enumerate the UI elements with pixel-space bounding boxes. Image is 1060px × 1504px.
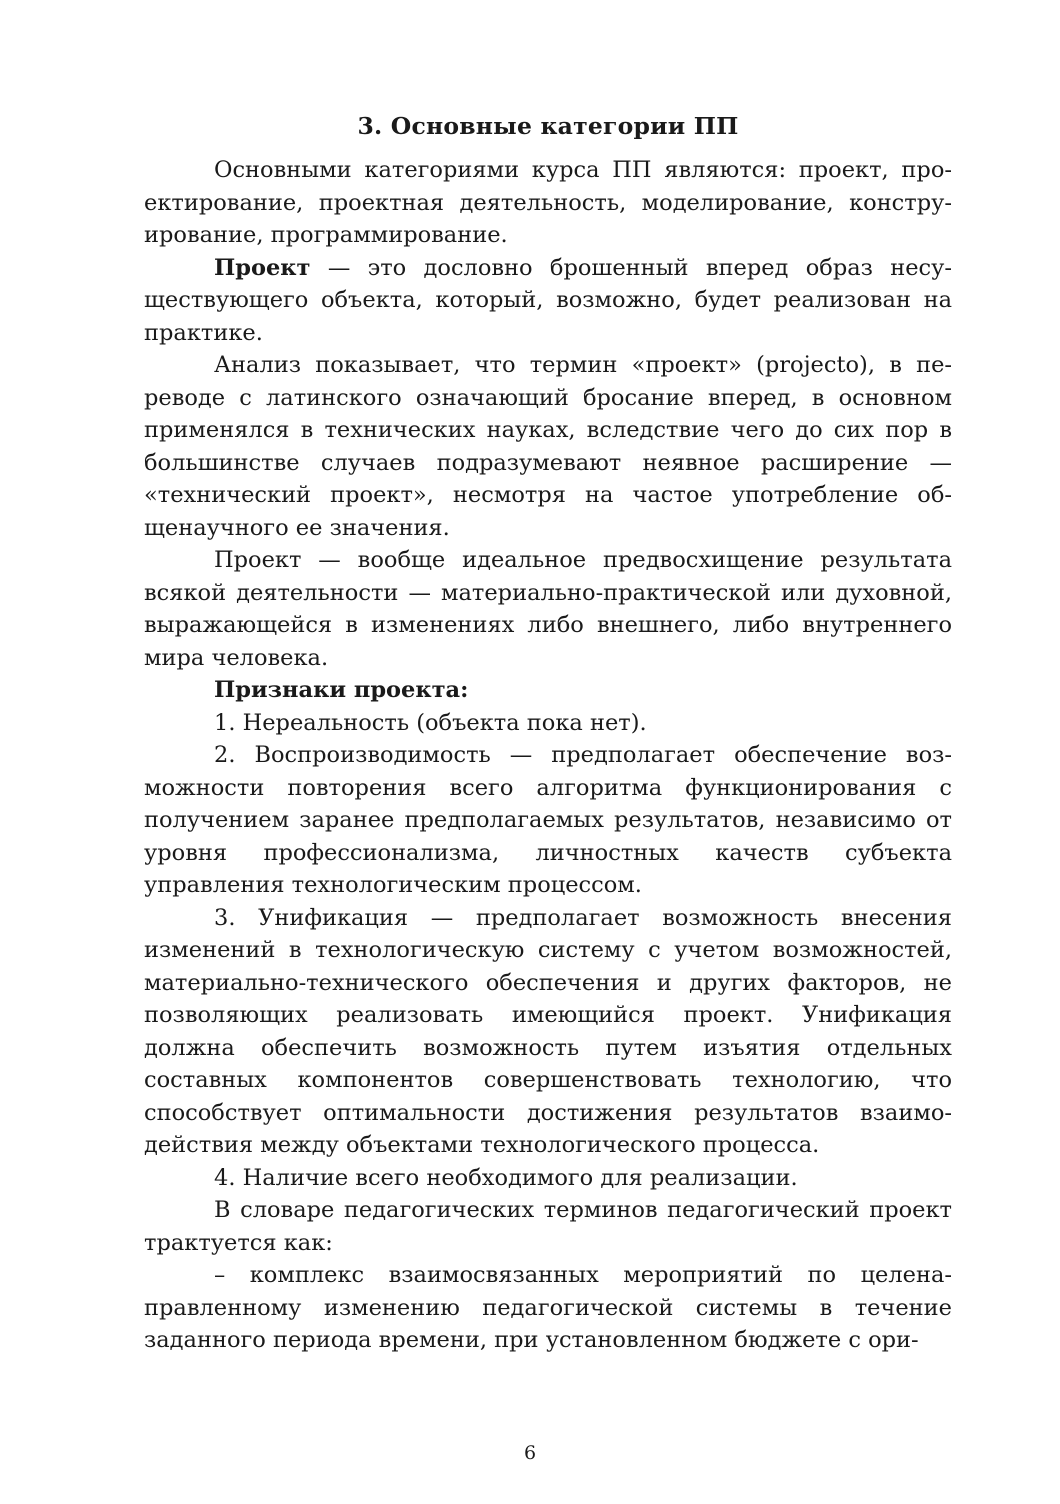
page-content [144, 108, 952, 1357]
paragraph-analysis: Анализ показывает, что термин «проект» (projecto), в переводе с латинского означающий бросание вперед, в основном применялся в технических науках, вследствие чего до сих пор в большинстве случаев подразумевают неявное расширение — «технический проект», несмотря на частое употребление общенаучного ее значения. [144, 352, 952, 541]
paragraph-definition-dash: – комплекс взаимосвязанных мероприятий по целенаправленному изменению педагогической системы в течение заданного периода времени, при установленном бюджете с ори- [144, 1262, 952, 1353]
paragraph-intro: Основными категориями курса ПП являются: проект, проектирование, проектная деятельность, моделирование, конструирование, программирование. [144, 157, 952, 248]
feature-item-4: 4. Наличие всего необходимого для реализации. [214, 1164, 798, 1191]
project-definition-text: — это дословно брошенный вперед образ несуществующего объекта, который, возможно, будет реализован на практике. [144, 254, 952, 346]
paragraph-project-ideal: Проект — вообще идеальное предвосхищение результата всякой деятельности — материально-практической или духовной, выражающейся в изменениях либо внешнего, либо внутреннего мира человека. [144, 547, 952, 671]
term-project: Проект [214, 254, 311, 281]
page-number: 6 [523, 1442, 537, 1464]
paragraph-dictionary: В словаре педагогических терминов педагогический проект трактуется как: [144, 1197, 952, 1256]
feature-item-3: 3. Унификация — предполагает возможность внесения изменений в технологическую систему с учетом возможностей, материально-технического обеспечения и других факторов, не позволяющих реализовать имеющийся проект. Унификация должна обеспечить возможность путем изъятия отдельных составных компонентов совершенствовать технологию, что способствует оптимальности достижения результатов взаимодействия между объектами технологического процесса. [144, 904, 952, 1158]
section-title: 3. Основные категории ПП [357, 112, 739, 140]
features-heading: Признаки проекта: [214, 677, 469, 703]
feature-item-1: 1. Нереальность (объекта пока нет). [214, 709, 647, 736]
paragraph-project-definition [144, 252, 952, 350]
feature-item-2: 2. Воспроизводимость — предполагает обеспечение возможности повторения всего алгоритма функционирования с получением заранее предполагаемых результатов, независимо от уровня профессионализма, личностных качеств субъекта управления технологическим процессом. [144, 742, 952, 898]
